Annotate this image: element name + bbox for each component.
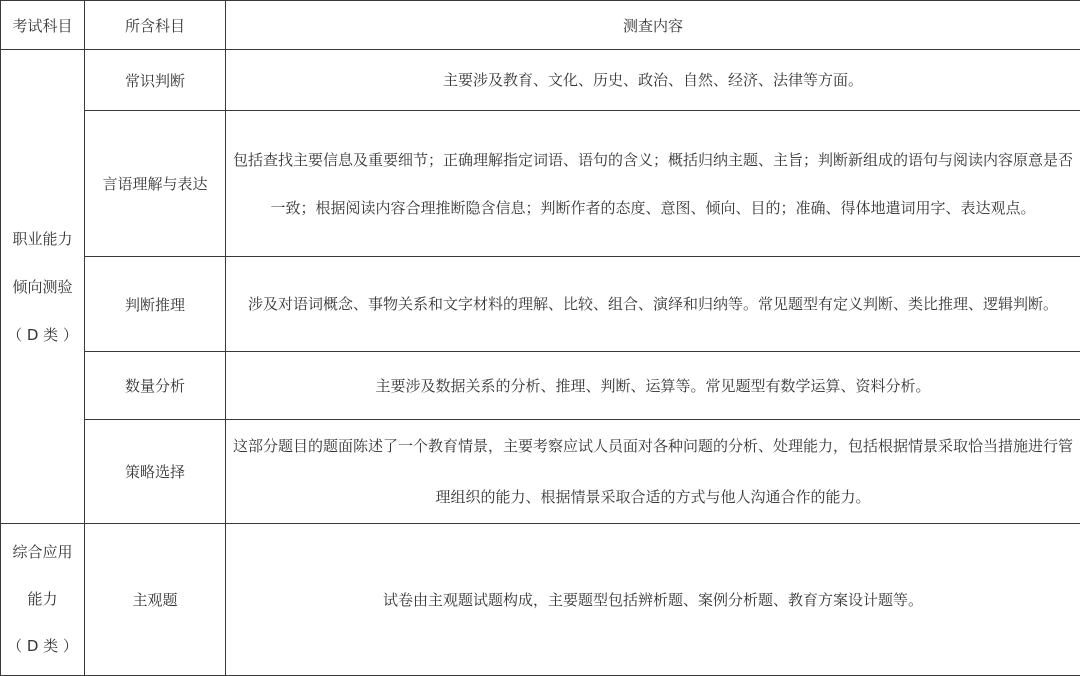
category-line: 倾向测验 [1, 263, 84, 311]
category-line: （ D 类 ） [1, 623, 84, 670]
content-cell: 包括查找主要信息及重要细节；正确理解指定词语、语句的含义；概括归纳主题、主旨；判断新组成的语句与阅读内容原意是否一致；根据阅读内容合理推断隐含信息；判断作者的态度、意图、倾向、目的；准确、得体地遣词用字、表达观点。 [226, 111, 1080, 257]
table-header-row [1, 1, 1080, 50]
table-row [1, 50, 1080, 111]
category-line: （ D 类 ） [1, 311, 84, 359]
subject-cell: 判断推理 [85, 257, 226, 352]
content-cell: 这部分题目的题面陈述了一个教育情景，主要考察应试人员面对各种问题的分析、处理能力，包括根据情景采取恰当措施进行管理组织的能力、根据情景采取合适的方式与他人沟通合作的能力。 [226, 420, 1080, 524]
subject-cell: 常识判断 [85, 50, 226, 111]
header-included-subjects: 所含科目 [85, 1, 226, 50]
content-cell: 主要涉及数据关系的分析、推理、判断、运算等。常见题型有数学运算、资料分析。 [226, 352, 1080, 420]
table-row [1, 257, 1080, 352]
category-line: 能力 [1, 576, 84, 623]
subject-cell: 数量分析 [85, 352, 226, 420]
content-cell: 涉及对语词概念、事物关系和文字材料的理解、比较、组合、演绎和归纳等。常见题型有定义判断、类比推理、逻辑判断。 [226, 257, 1080, 352]
header-exam-subject: 考试科目 [1, 1, 85, 50]
subject-cell: 主观题 [85, 524, 226, 676]
table-row [1, 352, 1080, 420]
category-line: 职业能力 [1, 215, 84, 263]
category-cell-vocational-aptitude [1, 50, 85, 524]
table-row [1, 524, 1080, 676]
header-test-content: 测查内容 [226, 1, 1080, 50]
category-cell-comprehensive-application [1, 524, 85, 676]
table-row [1, 420, 1080, 524]
subject-cell: 言语理解与表达 [85, 111, 226, 257]
content-cell: 主要涉及教育、文化、历史、政治、自然、经济、法律等方面。 [226, 50, 1080, 111]
category-line: 综合应用 [1, 529, 84, 576]
subject-cell: 策略选择 [85, 420, 226, 524]
content-cell: 试卷由主观题试题构成，主要题型包括辨析题、案例分析题、教育方案设计题等。 [226, 524, 1080, 676]
table-row [1, 111, 1080, 257]
